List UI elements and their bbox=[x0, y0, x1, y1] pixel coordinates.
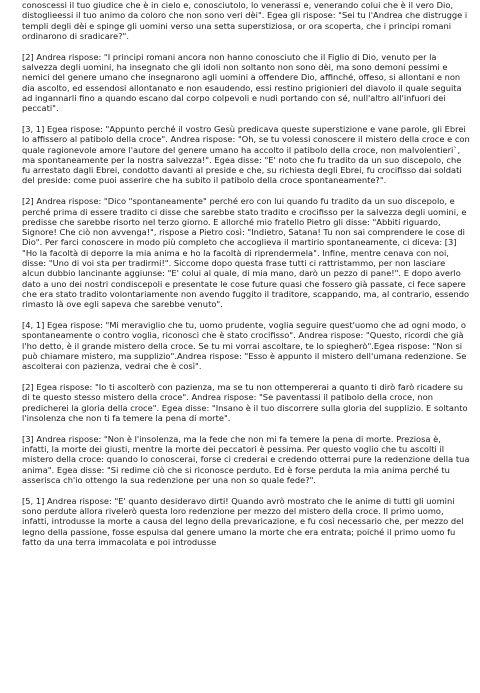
paragraph: conoscessi il tuo giudice che è in cielo e, conosciutolo, lo venerassi e, venerando colui che è il vero Dio, distoglieessi il tuo animo da coloro che non sono veri dèi". Egea gli rispose: "Sei tu l'Andrea che distrugge i templi degli dèi e spinge gli uomini verso una setta superstiziosa, or ora scoperta, che i principi romani ordinarono di sradicare?". bbox=[22, 0, 468, 41]
paragraph: [4, 1] Egea rispose: "Mi meraviglio che tu, uomo prudente, voglia seguire quest'uomo che ad ogni modo, o spontaneamente o contro voglia, riconosci che è stato crocifisso". Andrea rispose: "Questo, ricordi che già l'ho detto, è il grande mistero della croce. Se tu mi vorrai ascoltare, te lo spiegherò".Egea rispose: "Non si può chiamare mistero, ma supplizio".Andrea rispose: "Esso è appunto il mistero dell'umana redenzione. Se ascolterai con pazienza, vedrai che è così". bbox=[22, 320, 467, 372]
document-page bbox=[22, 0, 470, 558]
paragraph: [2] Andrea rispose: "Dico "spontaneamente" perché ero con lui quando fu tradito da un suo discepolo, e perché prima di essere tradito ci disse che sarebbe stato tradito e crocifisso per la salvezza degli uomini, e predisse che sarebbe risorto nel terzo giorno. E allorché mio fratello Pietro gli disse: "Abbiti riguardo, Signore! Che ciò non avvenga!", rispose a Pietro così: "Indietro, Satana! Tu non sai comprendere le cose di Dio". Per farci conoscere in modo più completo che accoglieva il martirio spontaneamente, ci diceva: [3] "Ho la facoltà di deporre la mia anima e ho la facoltà di riprendermela". Infine, mentre cenava con noi, disse: "Uno di voi sta per tradirmi!". Siccome dopo questa frase tutti ci rattristammo, per non lasciare alcun dubbio lancinante aggiunse: "E' colui al quale, di mia mano, darò un pezzo di pane!". E dopo averlo dato a uno dei nostri condiscepoli e presentate le cose future quasi che fossero già passate, ci fece sapere che era stato tradito volontariamente non avendo fuggito il traditore, scappando, ma, al contrario, essendo rimasto là ove egli sapeva che sarebbe venuto". bbox=[22, 196, 470, 310]
paragraph: [3, 1] Egea rispose: "Appunto perché il vostro Gesù predicava queste superstizione e vane parole, gli Ebrei lo affissero al patibolo della croce". Andrea rispose: "Oh, se tu volessi conoscere il mistero della croce e con quale ragionevole amore l'autore del genere umano ha accolto il patibolo della croce, non malvolentieri`, ma spontaneamente per la nostra salvezza!". Egea disse: "E' noto che fu tradito da un suo discepolo, che fu arrestato dagli Ebrei, condotto davanti al preside e che, su richiesta degli Ebrei, fu crocifisso dai soldati del preside: come puoi asserire che ha subito il patibolo della croce spontaneamente?". bbox=[22, 123, 470, 186]
paragraph: [2] Egea rispose: "Io ti ascolterò con pazienza, ma se tu non ottempererai a quanto ti dirò farò ricadere su di te questo stesso mistero della croce". Andrea rispose: "Se paventassi il patibolo della croce, non predicherei la gloria della croce". Egea disse: "Insano è il tuo discorrere sulla gloria del supplizio. E soltanto l'insolenza che non ti fa temere la pena di morte". bbox=[22, 382, 468, 423]
paragraph: [2] Andrea rispose: "I principi romani ancora non hanno conosciuto che il Figlio di Dio, venuto per la salvezza degli uomini, ha insegnato che gli idoli non soltanto non sono dèi, ma sono demoni pessimi e nemici del genere umano che insegnarono agli uomini a offendere Dio, affinché, offeso, si allontani e non dia ascolto, ed essendosi allontanato e non esaudendo, essi restino prigionieri del diavolo il quale seguita ad ingannarli fino a quando escano dal corpo colpevoli e nudi portando con sé, null'altro all'infuori dei peccati". bbox=[22, 51, 462, 114]
paragraph: [5, 1] Andrea rispose: "E' quanto desideravo dirti! Quando avrò mostrato che le anime di tutti gli uomini sono perdute allora rivelerò questa loro redenzione per mezzo del mistero della croce. Il primo uomo, infatti, introdusse la morte a causa del legno della prevaricazione, e fu così necessario che, per mezzo del legno della passione, fosse espulsa dal genere umano la morte che era entrata; poiché il primo uomo fu fatto da una terra immacolata e poi introdusse bbox=[22, 495, 464, 547]
paragraph: [3] Andrea rispose: "Non è l'insolenza, ma la fede che non mi fa temere la pena di morte. Preziosa è, infatti, la morte dei giusti, mentre la morte dei peccatori è pessima. Per questo voglio che tu ascolti il mistero della croce: quando lo conoscerai, forse ci crederai e credendo otterrai pure la redenzione della tua anima". Egea disse: "Si redime ciò che si riconosce perduto. Ed è forse perduta la mia anima perché tu asserisca ch'io ottengo la sua redenzione per una non so quale fede?". bbox=[22, 433, 470, 485]
